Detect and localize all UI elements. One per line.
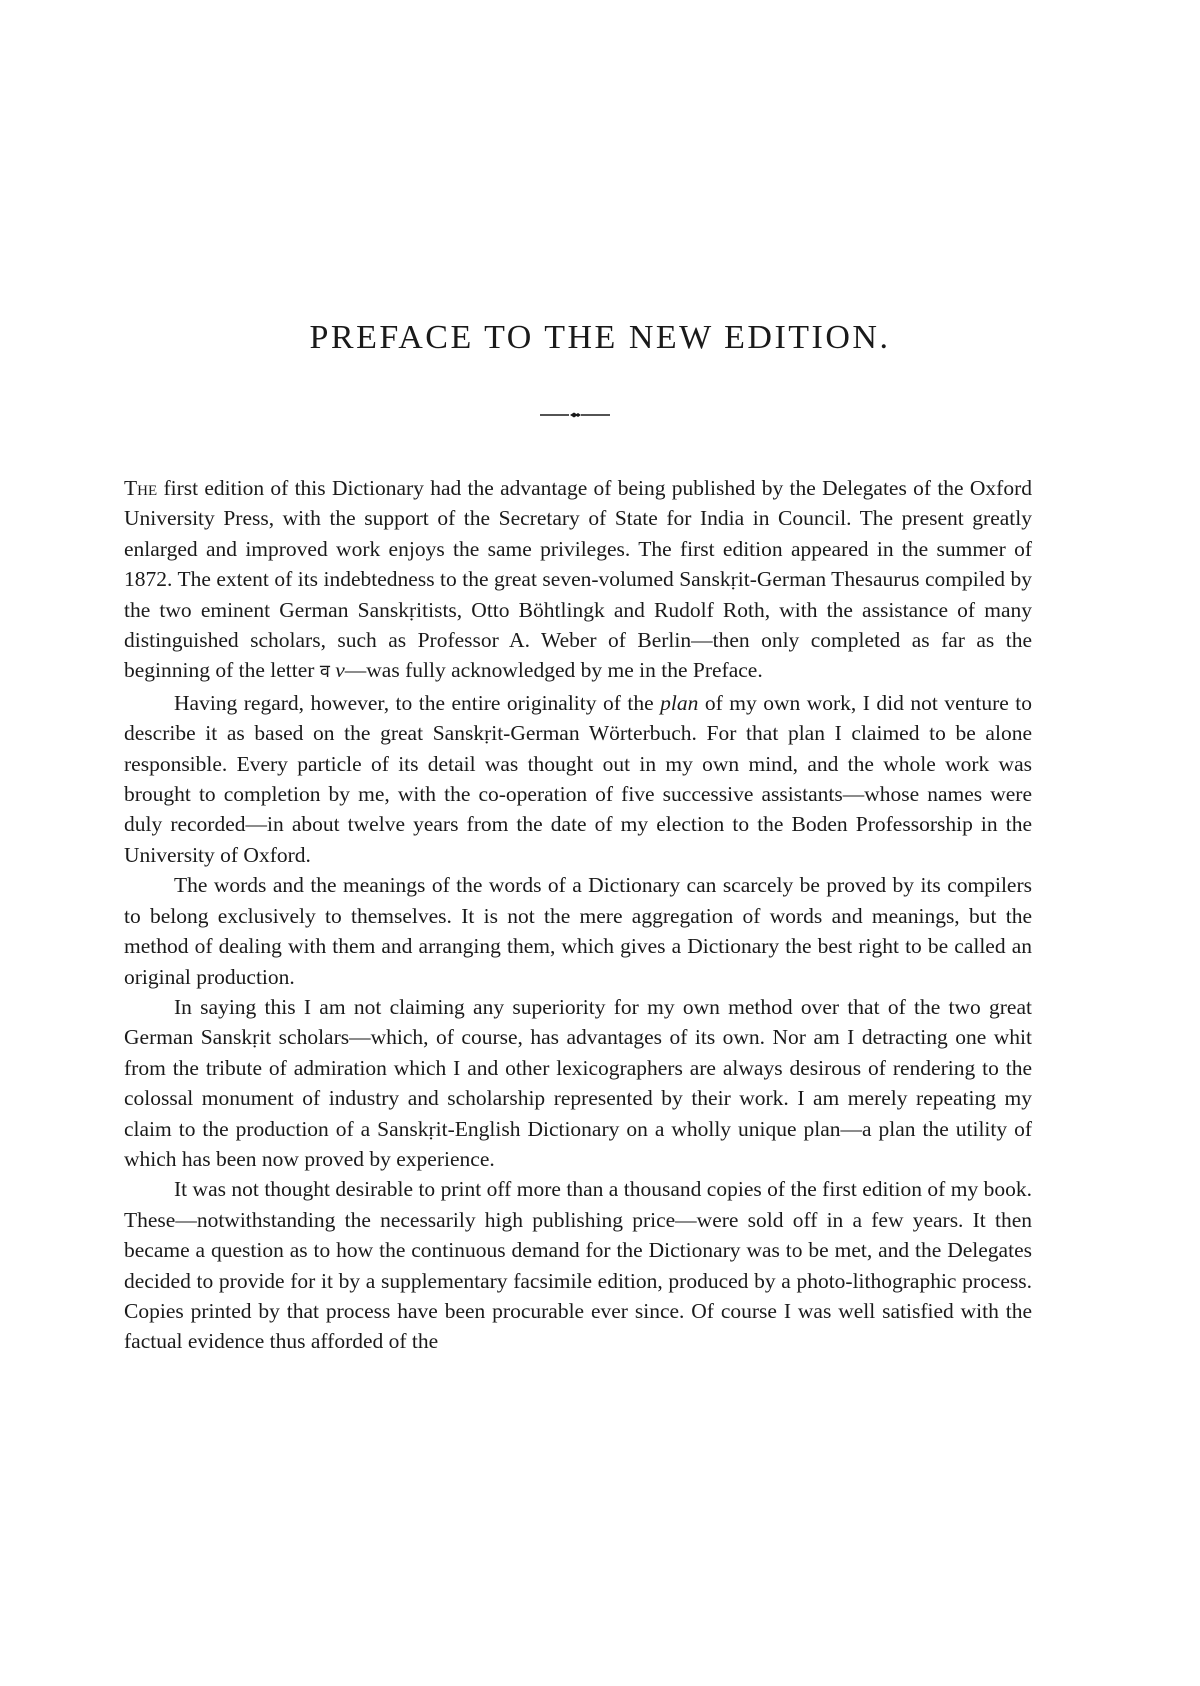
emphasis-plan: plan [660,690,699,715]
opening-word: The [124,476,158,500]
paragraph-4: In saying this I am not claiming any superiority for my own method over that of the two great German Sanskṛit scholars—which, of course, has advantages of its own. Nor am I detracting one whit from the tribute of admiration which I and other lexicographers are always desirous of rendering to the colossal monument of industry and scholarship represented by their work. I am merely repeating my claim to the production of a Sanskṛit-English Dictionary on a wholly unique plan—a plan the utility of which has been now proved by experience. [124,994,1032,1171]
paragraph-3: The words and the meanings of the words of a Dictionary can scarcely be proved by its compilers to belong exclusively to themselves. It is not the mere aggregation of words and meanings, but the method of dealing with them and arranging them, which gives a Dictionary the best right to be called an original production. [124,873,1032,989]
preface-body [124,473,1032,1357]
devanagari-letter: व [319,661,330,683]
ornament-divider-icon [538,411,612,419]
paragraph-2-text-end: of my own work, I did not venture to describe it as based on the great Sanskṛit-German Wörterbuch. For that plan I claimed to be alone responsible. Every particle of its detail was thought out in my own mind, and the whole work was brought to completion by me, with the co-operation of five successive assistants—whose names were duly recorded—in about twelve years from the date of my election to the Boden Professorship in the University of Oxford. [124,690,1032,867]
page-title: PREFACE TO THE NEW EDITION. [309,319,891,356]
paragraph-1 [124,473,1032,688]
paragraph-5: It was not thought desirable to print off more than a thousand copies of the first edition of my book. These—notwithstanding the necessarily high publishing price—were sold off in a few years. It then became a question as to how the continuous demand for the Dictionary was to be met, and the Delegates decided to provide for it by a supplementary facsimile edition, produced by a photo-lithographic process. Copies printed by that process have been procurable ever since. Of course I was well satisfied with the factual evidence thus afforded of the [124,1177,1032,1354]
paragraph-1-text-end: —was fully acknowledged by me in the Preface. [344,658,763,683]
paragraph-2 [124,688,1032,870]
paragraph-1-text: first edition of this Dictionary had the advantage of being published by the Delegates of the Oxford University Press, with the support of the Secretary of State for India in Council. The present greatly enlarged and improved work enjoys the same privileges. The first edition appeared in the summer of 1872. The extent of its indebtedness to the great seven-volumed Sanskṛit-German Thesaurus compiled by the two eminent German Sanskṛitists, Otto Böhtlingk and Rudolf Roth, with the assistance of many distinguished scholars, such as Professor A. Weber of Berlin—then only completed as far as the beginning of the letter [124,476,1032,683]
transliterated-letter: v [335,658,345,683]
paragraph-2-text: Having regard, however, to the entire originality of the [174,690,661,715]
